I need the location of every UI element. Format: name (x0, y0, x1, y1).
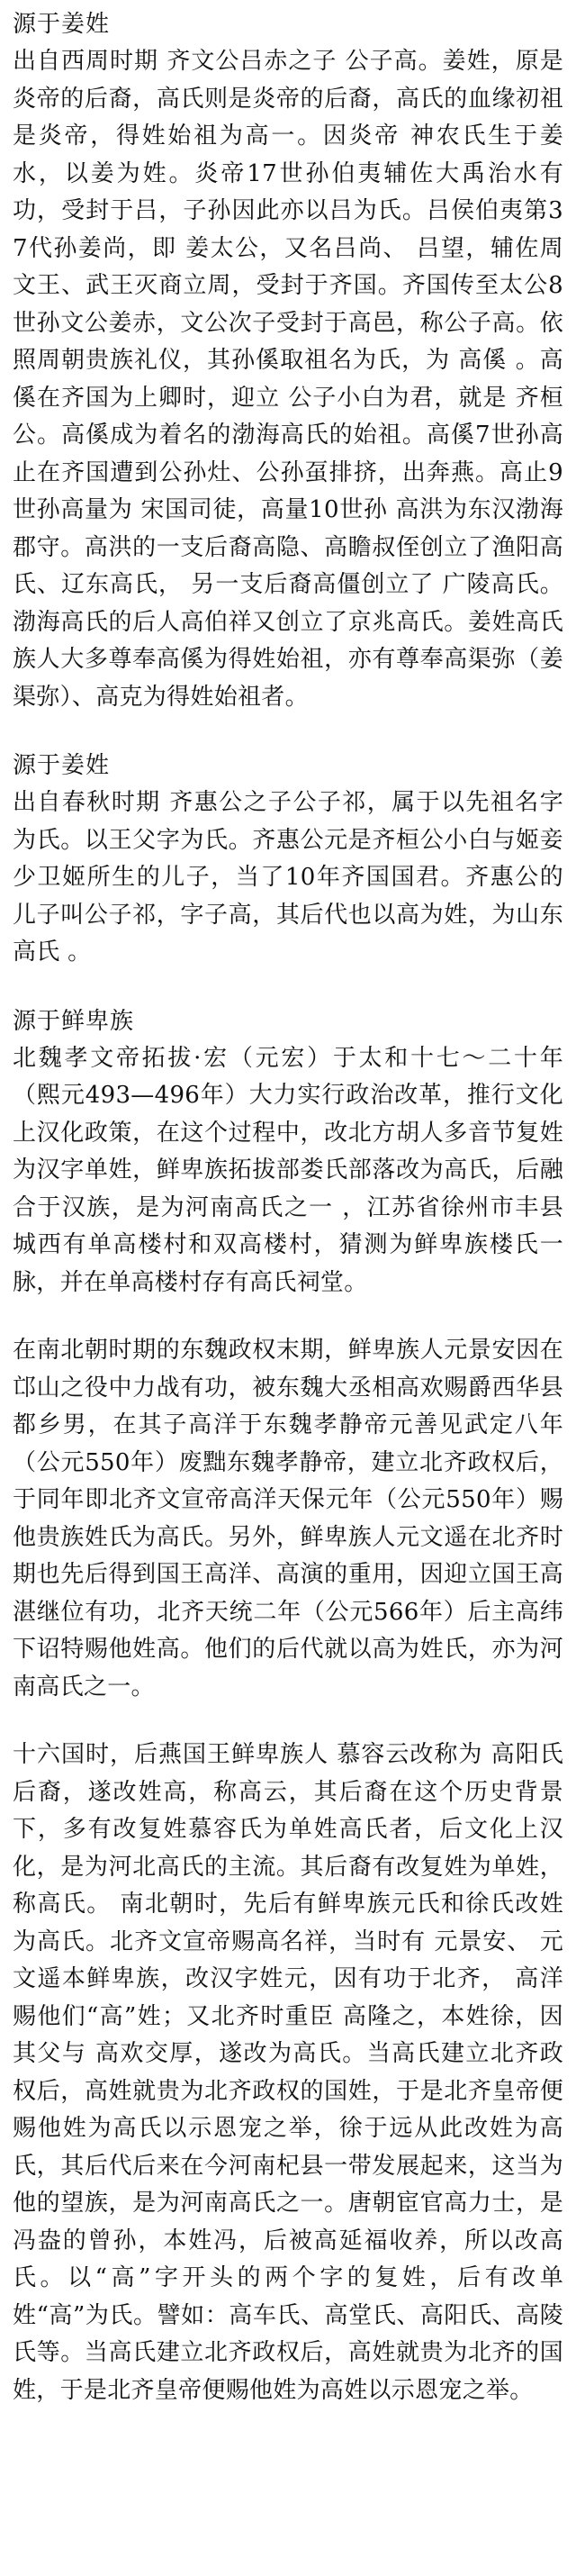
section-paragraph: 出自西周时期 齐文公吕赤之子 公子高。姜姓，原是 炎帝的后裔，高氏则是炎帝的后裔，高氏的血缘初祖是炎帝，得姓始祖为高一。因炎帝 神农氏生于姜水，以姜为姓。炎帝17世孙伯夷辅佐大禹治水有功，受封于吕，子孙因此亦以吕为氏。吕侯伯夷第37代孙姜尚，即 姜太公，又名吕尚、 吕望，辅佐周文王、武王灭商立周，受封于齐国。齐国传至太公8世孙文公姜赤，文公次子受封于高邑，称公子高。依照周朝贵族礼仪，其孙傒取祖名为氏，为 高傒 。高傒在齐国为上卿时，迎立 公子小白为君，就是 齐桓公。高傒成为着名的渤海高氏的始祖。高傒7世孙高止在齐国遭到公孙灶、公孙虿排挤，出奔燕。高止9世孙高量为 宋国司徒，高量10世孙 高洪为东汉渤海郡守。高洪的一支后裔高隐、高瞻叔侄创立了渔阳高氏、辽东高氏， 另一支后裔高僵创立了 广陵高氏。渤海高氏的后人高伯祥又创立了京兆高氏。姜姓高氏族人大多尊奉高傒为得姓始祖，亦有尊奉高渠弥（姜渠弥）、高克为得姓始祖者。 (13, 48, 563, 711)
section-heading: 源于姜姓 (13, 11, 111, 38)
section-origin-xianbei (13, 1002, 563, 2410)
section-paragraph: 十六国时，后燕国王鲜卑族人 慕容云改称为 高阳氏后裔，遂改姓高，称高云，其后裔在这个历史背景下，多有改复姓慕容氏为单姓高氏者，后文化上汉化，是为河北高氏的主流。其后裔有改复姓为单姓，称高氏。 南北朝时，先后有鲜卑族元氏和徐氏改姓为高氏。北齐文宣帝赐高名祥，当时有 元景安、 元文遥本鲜卑族，改汉字姓元，因有功于北齐， 高洋赐他们“高”姓；又北齐时重臣 高隆之，本姓徐，因其父与 高欢交厚，遂改为高氏。当高氏建立北齐政权后，高姓就贵为北齐政权的国姓，于是北齐皇帝便赐他姓为高氏以示恩宠之举，徐于远从此改姓为高氏，其后代后来在今河南杞县一带发展起来，这当为他的望族，是为河南高氏之一。唐朝宦官高力士，是冯盎的曾孙，本姓冯，后被高延福收养，所以改高氏。以“高”字开头的两个字的复姓，后有改单姓“高”为氏。譬如：高车氏、高堂氏、高阳氏、高陵氏等。当高氏建立北齐政权后，高姓就贵为北齐的国姓，于是北齐皇帝便赐他姓为高姓以示恩宠之举。 (13, 1741, 563, 2404)
section-paragraph: 在南北朝时期的东魏政权末期，鲜卑族人元景安因在邙山之役中力战有功，被东魏大丞相高欢赐爵西华县都乡男，在其子高洋于东魏孝静帝元善见武定八年（公元550年）废黜东魏孝静帝，建立北齐政权后，于同年即北齐文宣帝高洋天保元年（公元550年）赐他贵族姓氏为高氏。另外，鲜卑族人元文遥在北齐时期也先后得到国王高洋、高演的重用，因迎立国王高湛继位有功，北齐天统二年（公元566年）后主高纬下诏特赐他姓高。他们的后代就以高为姓氏，亦为河南高氏之一。 (13, 1337, 563, 1701)
section-heading: 源于姜姓 (13, 752, 111, 779)
section-paragraph: 北魏孝文帝拓拔·宏（元宏）于太和十七～二十年（熙元493—496年）大力实行政治改革，推行文化上汉化政策，在这个过程中，改北方胡人多音节复姓为汉字单姓，鲜卑族拓拔部娄氏部落改为高氏，后融合于汉族，是为河南高氏之一 ，江苏省徐州市丰县城西有单高楼村和双高楼村，猜测为鲜卑族楼氏一脉，并在单高楼村存有高氏祠堂。 (13, 1044, 563, 1296)
section-origin-jiang-1 (13, 5, 563, 716)
section-heading: 源于鲜卑族 (13, 1007, 135, 1035)
section-origin-jiang-2 (13, 747, 563, 972)
section-paragraph: 出自春秋时期 齐惠公之子公子祁，属于以先祖名字为氏。以王父字为氏。齐惠公元是齐桓公小白与姬妾少卫姬所生的儿子，当了10年齐国国君。齐惠公的儿子叫公子祁，字子高，其后代也以高为姓，为山东高氏 。 (13, 789, 563, 966)
